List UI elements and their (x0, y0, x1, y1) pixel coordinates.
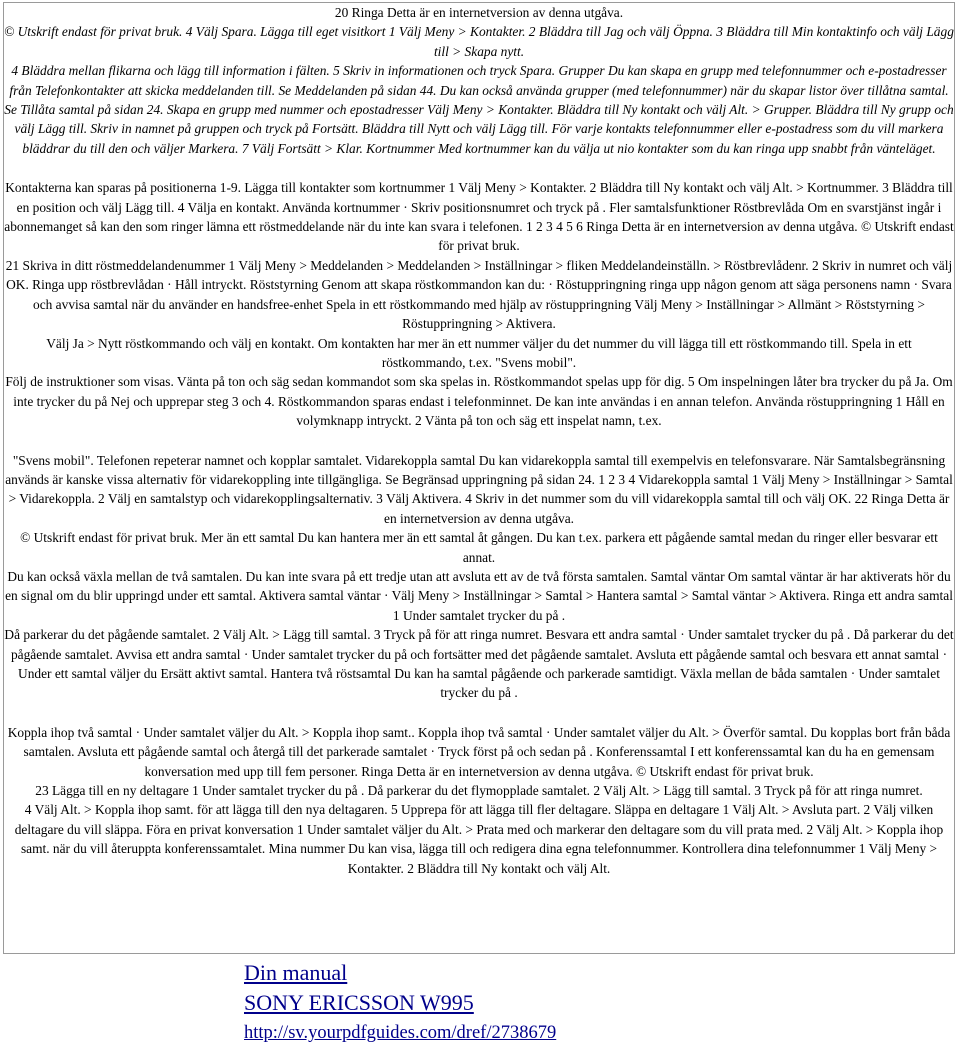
paragraph: Följ de instruktioner som visas. Vänta på ton och säg sedan kommandot som ska spelas in. Röstkommandot spelas upp för dig. 5 Om inspelningen låter bra trycker du på Ja. Om inte trycker du på Nej och upprepar steg 3 och 4. Röstkommandon sparas endast i telefonminnet. De kan inte användas i en annan telefon. Använda röstuppringning 1 Håll en volymknapp intryckt. 2 Vänta på ton och säg ett inspelat namn, t.ex. (5, 374, 953, 429)
paragraph: 4 Välj Alt. > Koppla ihop samt. för att lägga till den nya deltagaren. 5 Upprepa för att lägga till fler deltagare. Släppa en deltagare 1 Välj Alt. > Avsluta part. 2 Välj vilken deltagare du vill släppa. Föra en privat konversation 1 Under samtalet väljer du Alt. > Prata med och markerar den deltagare som du vill prata med. 2 Välj Alt. > Koppla ihop samt. när du vill återuppta konferenssamtalet. Mina nummer Du kan visa, lägga till och redigera dina egna telefonnummer. Kontrollera dina telefonnummer 1 Välj Meny > Kontakter. 2 Bläddra till Ny kontakt och välj Alt. (14, 802, 944, 876)
paragraph: Du kan också växla mellan de två samtalen. Du kan inte svara på ett tredje utan att avsluta ett av de två första samtalen. Samtal väntar Om samtal väntar är har aktiverats hör du en signal om du blir uppringd under ett samtal. Aktivera samtal väntar · Välj Meny > Inställningar > Samtal > Hantera samtal > Samtal väntar > Aktivera. Ringa ett andra samtal 1 Under samtalet trycker du på . (5, 568, 953, 623)
paragraph: © Utskrift endast för privat bruk. Mer än ett samtal Du kan hantera mer än ett samtal åt gången. Du kan t.ex. parkera ett pågående samtal medan du ringer eller besvarar ett annat. (20, 530, 938, 565)
paragraph: Koppla ihop två samtal · Under samtalet väljer du Alt. > Koppla ihop samt.. Koppla ihop två samtal · Under samtalet väljer du Alt. > Överför samtal. Du kopplas bort från båda samtalen. Avsluta ett pågående samtal och återgå till det parkerade samtalet · Tryck först på och sedan på . Konferenssamtal I ett konferenssamtal kan du ha en gemensam konversation med upp till fem personer. Ringa Detta är en internetversion av denna utgåva. © Utskrift endast för privat bruk. (7, 724, 951, 779)
manual-link[interactable]: Din manual (244, 960, 348, 985)
footer-links (244, 958, 556, 1048)
paragraph: Välj Ja > Nytt röstkommando och välj en kontakt. Om kontakten har mer än ett nummer väljer du det nummer du vill lägga till ett röstkommando till. Spela in ett röstkommando, t.ex. "Svens mobil". (46, 335, 912, 370)
document-body (4, 3, 954, 878)
paragraph: 4 Bläddra mellan flikarna och lägg till information i fälten. 5 Skriv in informationen och tryck Spara. Grupper Du kan skapa en grupp med telefonnummer och e-postadresser från Telefonkontakter att skicka meddelanden till. Se Meddelanden på sidan 44. Du kan också använda grupper (med telefonnummer) när du skapar listor över tillåtna samtal. (9, 63, 949, 98)
paragraph: © Utskrift endast för privat bruk. 4 Välj Spara. Lägga till eget visitkort 1 Välj Meny > Kontakter. 2 Bläddra till Jag och välj Öppna. 3 Bläddra till Min kontaktinfo och välj Lägg till > Skapa nytt. (4, 24, 954, 59)
paragraph: 20 Ringa Detta är en internetversion av denna utgåva. (334, 5, 624, 20)
paragraph-gap (4, 158, 954, 178)
paragraph-gap (4, 431, 954, 451)
paragraph-gap (4, 703, 954, 723)
paragraph: Kontakterna kan sparas på positionerna 1-9. Lägga till kontakter som kortnummer 1 Välj Meny > Kontakter. 2 Bläddra till Ny kontakt och välj Alt. > Kortnummer. 3 Bläddra till en position och välj Lägg till. 4 Välja en kontakt. Använda kortnummer · Skriv positionsnumret och tryck på . Fler samtalsfunktioner Röstbrevlåda Om en svarstjänst ingår i abonnemanget så kan den som ringer lämna ett röstmeddelande när du inte kan svara i telefonen. 1 2 3 4 5 6 Ringa Detta är en internetversion av denna utgåva. © Utskrift endast för privat bruk. (4, 180, 954, 254)
paragraph: 23 Lägga till en ny deltagare 1 Under samtalet trycker du på . Då parkerar du det flymopplade samtalet. 2 Välj Alt. > Lägg till samtal. 3 Tryck på för att ringa numret. (35, 783, 923, 799)
source-url-link[interactable]: http://sv.yourpdfguides.com/dref/2738679 (244, 1023, 557, 1043)
product-link[interactable]: SONY ERICSSON W995 (244, 990, 474, 1015)
paragraph: "Svens mobil". Telefonen repeterar namnet och kopplar samtalet. Vidarekoppla samtal Du kan vidarekoppla samtal till exempelvis en telefonsvarare. När Samtalsbegränsning används är kanske vissa alternativ för vidarekoppling inte tillgängliga. Se Begränsad uppringning på sidan 24. 1 2 3 4 Vidarekoppla samtal 1 Välj Meny > Inställningar > Samtal > Vidarekoppla. 2 Välj en samtalstyp och vidarekopplingsalternativ. 3 Välj Aktivera. 4 Skriv in det nummer som du vill vidarekoppla samtal till och välj OK. 22 Ringa Detta är en internetversion av denna utgåva. (5, 452, 953, 526)
paragraph: 21 Skriva in ditt röstmeddelandenummer 1 Välj Meny > Meddelanden > Meddelanden > Inställningar > fliken Meddelandeinställn. > Röstbrevlådenr. 2 Skriv in numret och välj OK. Ringa upp röstbrevlådan · Håll intryckt. Röststyrning Genom att skapa röstkommandon kan du: · Röstuppringning ringa upp någon genom att säga personens namn · Svara och avvisa samtal när du använder en handsfree-enhet Spela in ett röstkommando med hjälp av röstuppringning Välj Meny > Inställningar > Allmänt > Röststyrning > Röstuppringning > Aktivera. (5, 257, 953, 332)
paragraph: Då parkerar du det pågående samtalet. 2 Välj Alt. > Lägg till samtal. 3 Tryck på för att ringa numret. Besvara ett andra samtal · Under samtalet trycker du på . Då parkerar du det pågående samtalet. Avvisa ett andra samtal · Under samtalet trycker du på och fortsätter med det pågående samtalet. Avsluta ett pågående samtal och besvara ett annat samtal · Under ett samtal väljer du Ersätt aktivt samtal. Hantera två röstsamtal Du kan ha samtal pågående och parkerade samtidigt. Växla mellan de båda samtalen · Under samtalet trycker du på . (4, 627, 954, 701)
paragraph: Se Tillåta samtal på sidan 24. Skapa en grupp med nummer och epostadresser Välj Meny > Kontakter. Bläddra till Ny kontakt och välj Alt. > Grupper. Bläddra till Ny grupp och välj Lägg till. Skriv in namnet på gruppen och tryck på Fortsätt. Bläddra till Nytt och välj Lägg till. För varje kontakts telefonnummer eller e-postadress som du vill markera bläddrar du till den och väljer Markera. 7 Välj Fortsätt > Klar. Kortnummer Med kortnummer kan du välja ut nio kontakter som du kan ringa upp snabbt från vänteläget. (4, 102, 954, 156)
